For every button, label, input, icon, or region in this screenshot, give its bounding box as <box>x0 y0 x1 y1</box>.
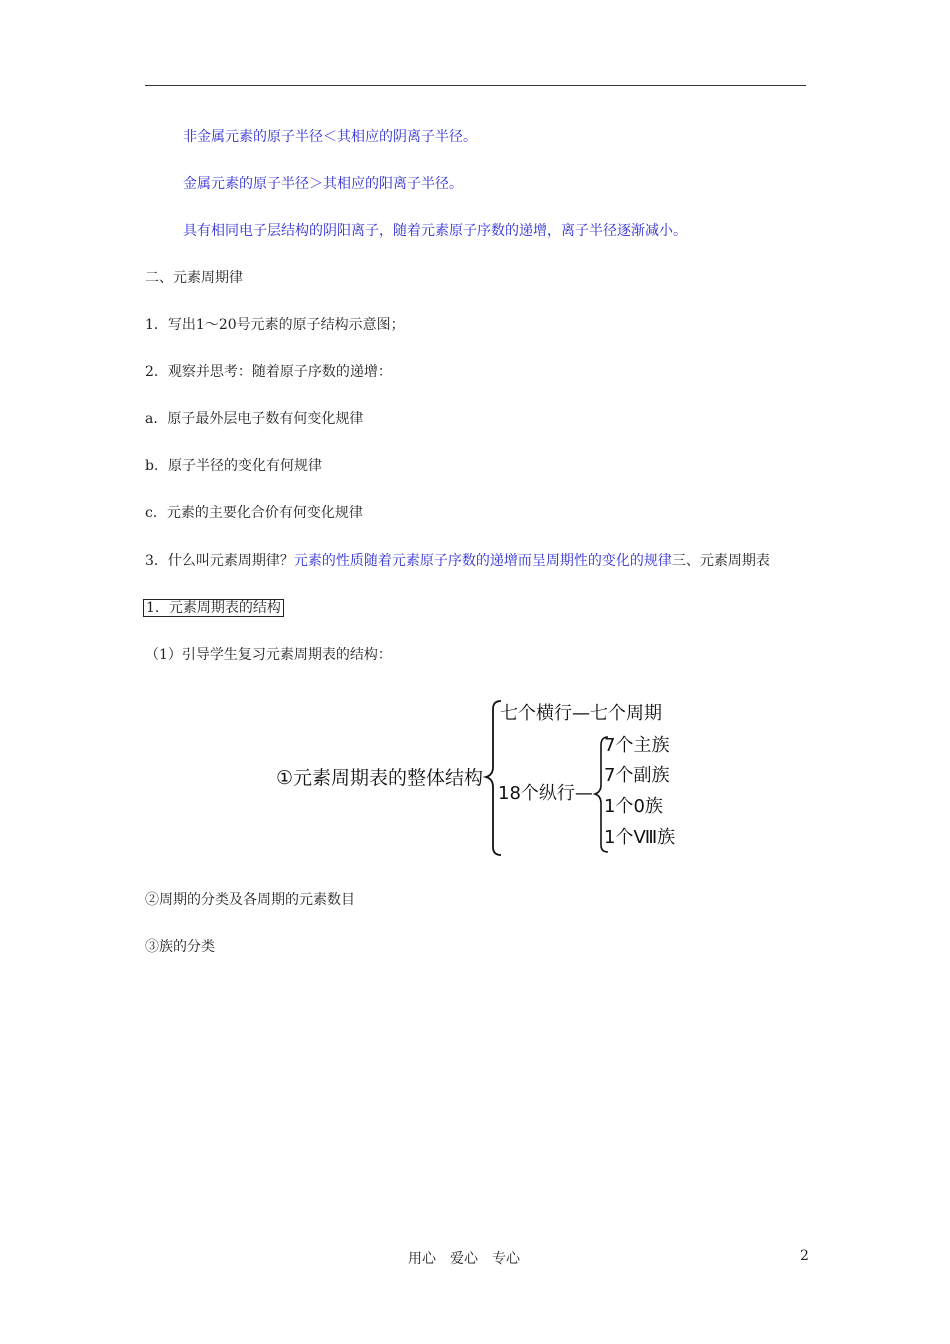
item-period-classification: ②周期的分类及各周期的元素数目 <box>145 892 355 908</box>
item-2: 2．观察并思考：随着原子序数的递增： <box>145 364 392 380</box>
section-heading-periodic-law: 二、元素周期律 <box>145 270 243 286</box>
item-3-answer: 元素的性质随着元素原子序数的递增而呈周期性的变化的规律 <box>293 553 672 569</box>
large-brace <box>486 701 501 855</box>
diagram-cols: 18个纵行— <box>498 783 593 804</box>
item-c: c．元素的主要化合价有何变化规律 <box>145 505 363 521</box>
diagram-zero-group: 1个0族 <box>604 796 663 817</box>
diagram-sub-groups: 7个副族 <box>604 765 670 786</box>
section-heading-periodic-table: 三、元素周期表 <box>671 553 770 569</box>
structure-diagram <box>270 695 690 865</box>
text-nonmetal-radius: 非金属元素的原子半径＜其相应的阴离子半径。 <box>183 129 477 145</box>
item-3 <box>145 551 770 571</box>
diagram-rows: 七个横行—七个周期 <box>500 703 662 724</box>
header-rule <box>145 85 806 86</box>
boxed-heading <box>143 598 284 618</box>
boxed-heading-text: 1．元素周期表的结构 <box>143 599 284 617</box>
item-3-question: 3．什么叫元素周期律？ <box>145 553 294 569</box>
text-metal-radius: 金属元素的原子半径＞其相应的阳离子半径。 <box>183 176 463 192</box>
text-ion-radius: 具有相同电子层结构的阴阳离子，随着元素原子序数的递增，离子半径逐渐减小。 <box>183 223 687 239</box>
item-a: a．原子最外层电子数有何变化规律 <box>145 411 364 427</box>
footer-motto: 用心 爱心 专心 <box>408 1251 520 1267</box>
diagram-root: ①元素周期表的整体结构 <box>276 767 484 789</box>
diagram-viii-group: 1个Ⅷ族 <box>604 827 676 848</box>
item-1: 1．写出1～20号元素的原子结构示意图； <box>145 317 405 333</box>
item-review: （1）引导学生复习元素周期表的结构： <box>145 647 392 663</box>
page-number: 2 <box>800 1248 809 1264</box>
diagram-main-groups: 7个主族 <box>604 735 670 756</box>
item-b: b．原子半径的变化有何规律 <box>145 458 322 474</box>
item-group-classification: ③族的分类 <box>145 939 215 955</box>
